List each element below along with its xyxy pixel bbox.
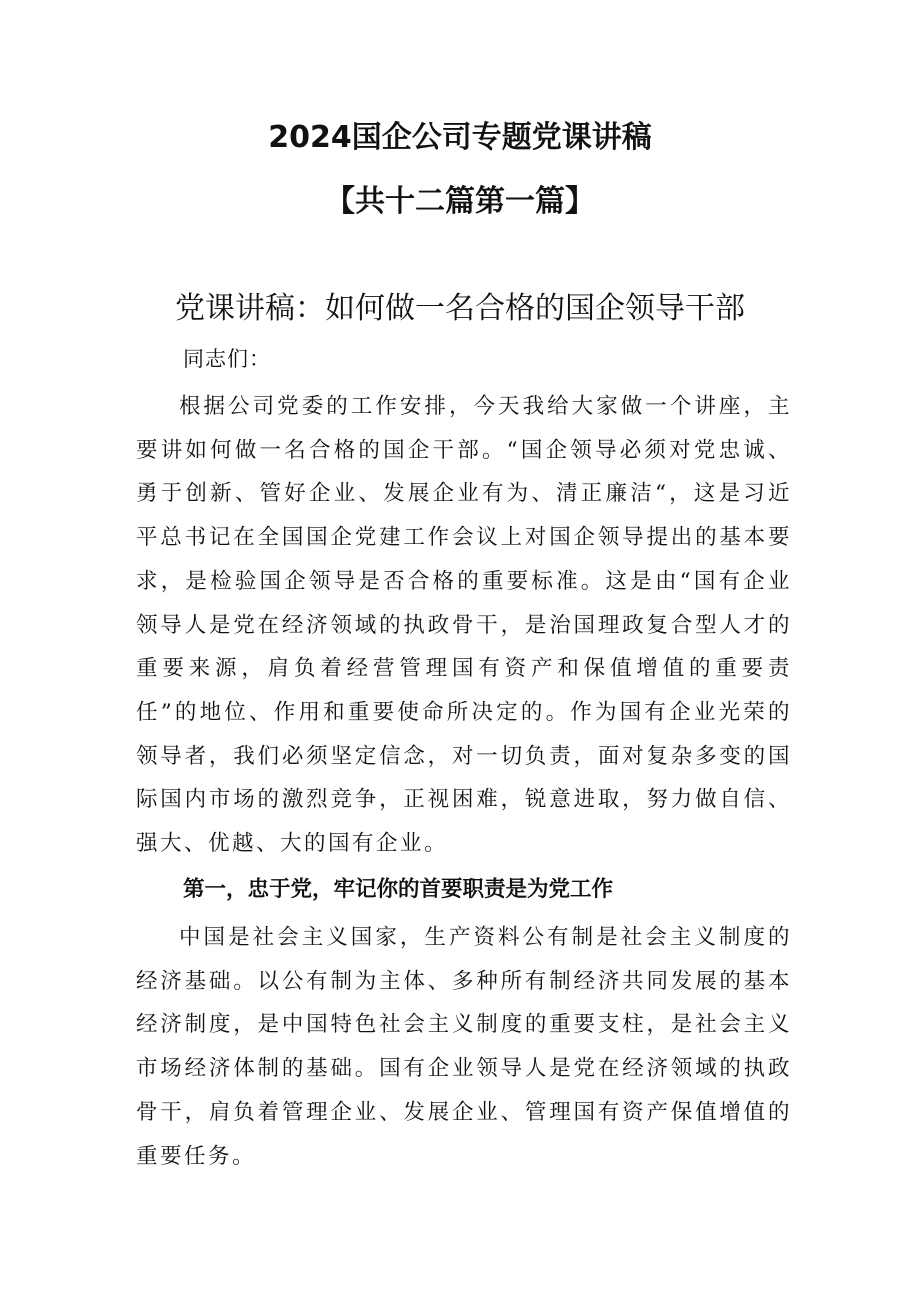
salutation: 同志们： [183, 347, 271, 371]
section-heading: 第一，忠于党，牢记你的首要职责是为党工作 [183, 877, 614, 902]
document-subtitle: 【共十二篇第一篇】 [325, 184, 595, 219]
lecture-title: 党课讲稿：如何做一名合格的国企领导干部 [175, 291, 745, 326]
intro-paragraph: 根据公司党委的工作安排，今天我给大家做一个讲座，主要讲如何做一名合格的国企干部。“国企领导必须对党忠诚、勇于创新、管好企业、发展企业有为、清正廉洁“，这是习近平总书记在全国国企党建工作会议上对国企领导提出的基本要求，是检验国企领导是否合格的重要标准。这是由“国有企业领导人是党在经济领域的执政骨干，是治国理政复合型人才的重要来源，肩负着经营管理国有资产和保值增值的重要责任”的地位、作用和重要使命所决定的。作为国有企业光荣的领导者，我们必须坚定信念，对一切负责，面对复杂多变的国际国内市场的激烈竞争，正视困难，锐意进取，努力做自信、强大、优越、大的国有企业。 [136, 394, 792, 857]
section-paragraph: 中国是社会主义国家，生产资料公有制是社会主义制度的经济基础。以公有制为主体、多种所有制经济共同发展的基本经济制度，是中国特色社会主义制度的重要支柱，是社会主义市场经济体制的基础。国有企业领导人是党在经济领域的执政骨干，肩负着管理企业、发展企业、管理国有资产保值增值的重要任务。 [136, 925, 792, 1169]
document-title: 2024国企公司专题党课讲稿 [268, 120, 652, 155]
